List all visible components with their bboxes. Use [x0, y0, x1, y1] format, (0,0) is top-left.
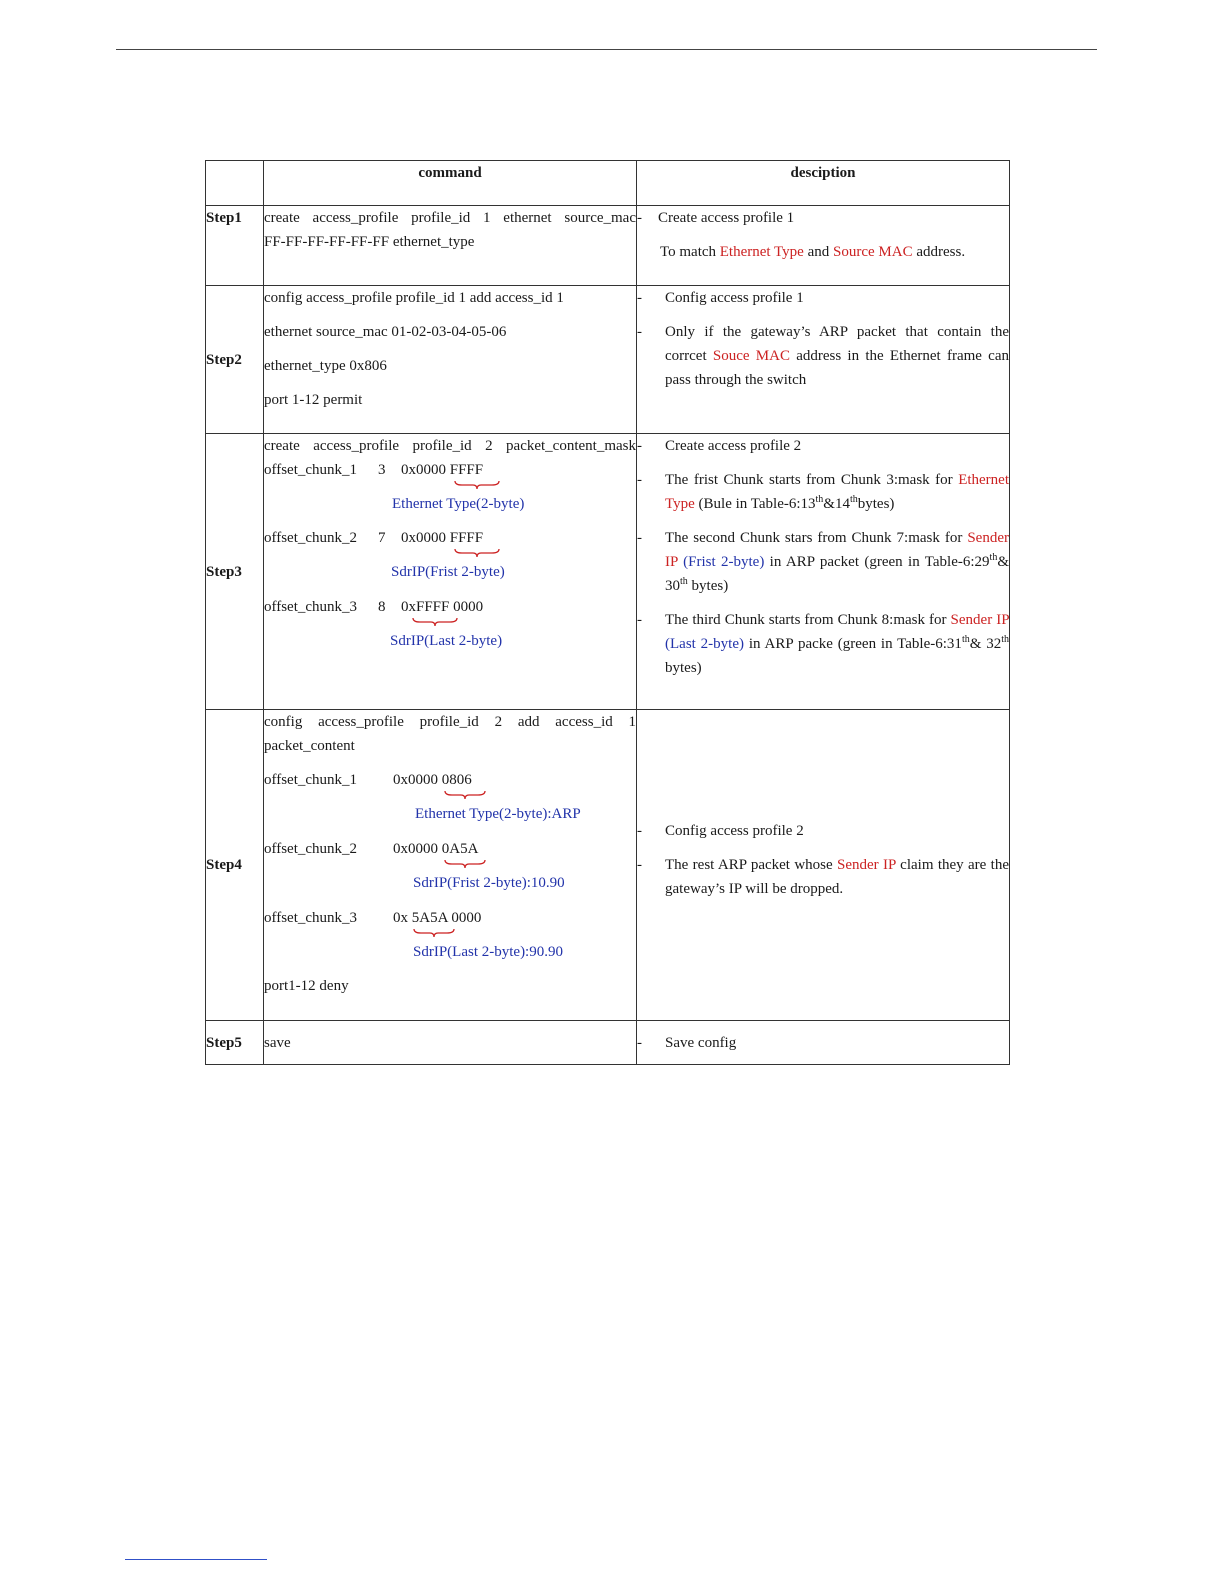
description-item: - The rest ARP packet whose Sender IP claim they are the gateway’s IP will be dropped.: [637, 857, 1010, 897]
mask-annotation: SdrIP(Frist 2-byte):10.90: [413, 875, 565, 891]
description-item: - The frist Chunk starts from Chunk 3:mask for Ethernet Type (Bule in Table-6:13th&14thbytes): [637, 472, 1009, 512]
command-line: config access_profile profile_id 2 add access_id 1: [264, 714, 636, 730]
mask-block: offset_chunk_2 7 0x0000 FFFF SdrIP(Frist 2-byte): [264, 526, 636, 595]
description-item: - Config access profile 2: [637, 823, 804, 839]
table-row: [206, 710, 1010, 1021]
command-cell: [264, 1021, 637, 1065]
step-label: Step1: [206, 206, 264, 286]
mask-block: offset_chunk_1 3 0x0000 FFFF Ethernet Type(2-byte): [264, 458, 636, 526]
description-cell: [637, 434, 1010, 710]
table-row: [206, 434, 1010, 710]
mask-block: offset_chunk_3 8 0xFFFF 0000 SdrIP(Last 2-byte): [264, 595, 636, 655]
header-rule: [116, 49, 1097, 50]
command-cell: [264, 434, 637, 710]
command-line: port1-12 deny: [264, 978, 349, 994]
mask-annotation: SdrIP(Last 2-byte):90.90: [413, 944, 563, 960]
table-header-row: [206, 161, 1010, 206]
command-line: packet_content: [264, 738, 355, 754]
header-step-cell: [206, 161, 264, 206]
mask-block: offset_chunk_3 0x 5A5A 0000 SdrIP(Last 2-byte):90.90: [264, 906, 636, 974]
mask-annotation: Ethernet Type(2-byte):ARP: [415, 806, 581, 822]
description-item: - Only if the gateway’s ARP packet that contain the corrcet Souce MAC address in the Ethernet frame can pass through the switch: [637, 324, 1009, 388]
table-row: [206, 286, 1010, 434]
description-item: - Config access profile 1: [637, 290, 804, 306]
description-cell: [637, 710, 1010, 1021]
header-command: command: [264, 161, 637, 206]
description-item: - The third Chunk starts from Chunk 8:mask for Sender IP (Last 2-byte) in ARP packe (green in Table-6:31th& 32th bytes): [637, 612, 1010, 676]
description-item: - Save config: [637, 1034, 737, 1051]
header-description: desciption: [637, 161, 1010, 206]
brace-icon: [412, 617, 458, 627]
mask-annotation: SdrIP(Frist 2-byte): [391, 564, 505, 580]
mask-annotation: SdrIP(Last 2-byte): [390, 633, 503, 649]
step-label: Step2: [206, 286, 264, 434]
description-cell: [637, 1021, 1010, 1065]
description-item: To match Ethernet Type and Source MAC address.: [660, 244, 966, 260]
table-row: [206, 206, 1010, 286]
acl-steps-table: [205, 160, 1010, 1065]
description-item: - Create access profile 2: [637, 438, 802, 454]
description-cell: [637, 286, 1010, 434]
step-label: Step4: [206, 710, 264, 1021]
brace-icon: [444, 859, 486, 869]
command-line: ethernet source_mac 01-02-03-04-05-06: [264, 324, 507, 340]
command-line: port 1-12 permit: [264, 392, 363, 408]
step-label: Step5: [206, 1021, 264, 1065]
command-line: FF-FF-FF-FF-FF-FF ethernet_type: [264, 234, 475, 250]
brace-icon: [454, 480, 500, 490]
command-line: create access_profile profile_id 2 packet_content_mask: [264, 438, 636, 454]
table-row: [206, 1021, 1010, 1065]
description-item: - The second Chunk stars from Chunk 7:mask for Sender IP (Frist 2-byte) in ARP packet (green in Table-6:29th& 30th bytes): [637, 530, 1009, 594]
brace-icon: [454, 548, 500, 558]
mask-block: offset_chunk_1 0x0000 0806 Ethernet Type(2-byte):ARP: [264, 768, 636, 837]
command-cell: [264, 710, 637, 1021]
command-line: config access_profile profile_id 1 add access_id 1: [264, 290, 564, 306]
description-cell: [637, 206, 1010, 286]
footnote-rule: [125, 1559, 267, 1560]
description-item: - Create access profile 1: [637, 210, 795, 226]
command-line: create access_profile profile_id 1 ethernet source_mac: [264, 210, 636, 226]
mask-block: offset_chunk_2 0x0000 0A5A SdrIP(Frist 2-byte):10.90: [264, 837, 636, 906]
brace-icon: [413, 928, 455, 938]
step-label: Step3: [206, 434, 264, 710]
mask-annotation: Ethernet Type(2-byte): [392, 496, 525, 512]
command-line: ethernet_type 0x806: [264, 358, 387, 374]
command-cell: [264, 286, 637, 434]
brace-icon: [444, 790, 486, 800]
command-cell: [264, 206, 637, 286]
command-line: save: [264, 1034, 291, 1051]
